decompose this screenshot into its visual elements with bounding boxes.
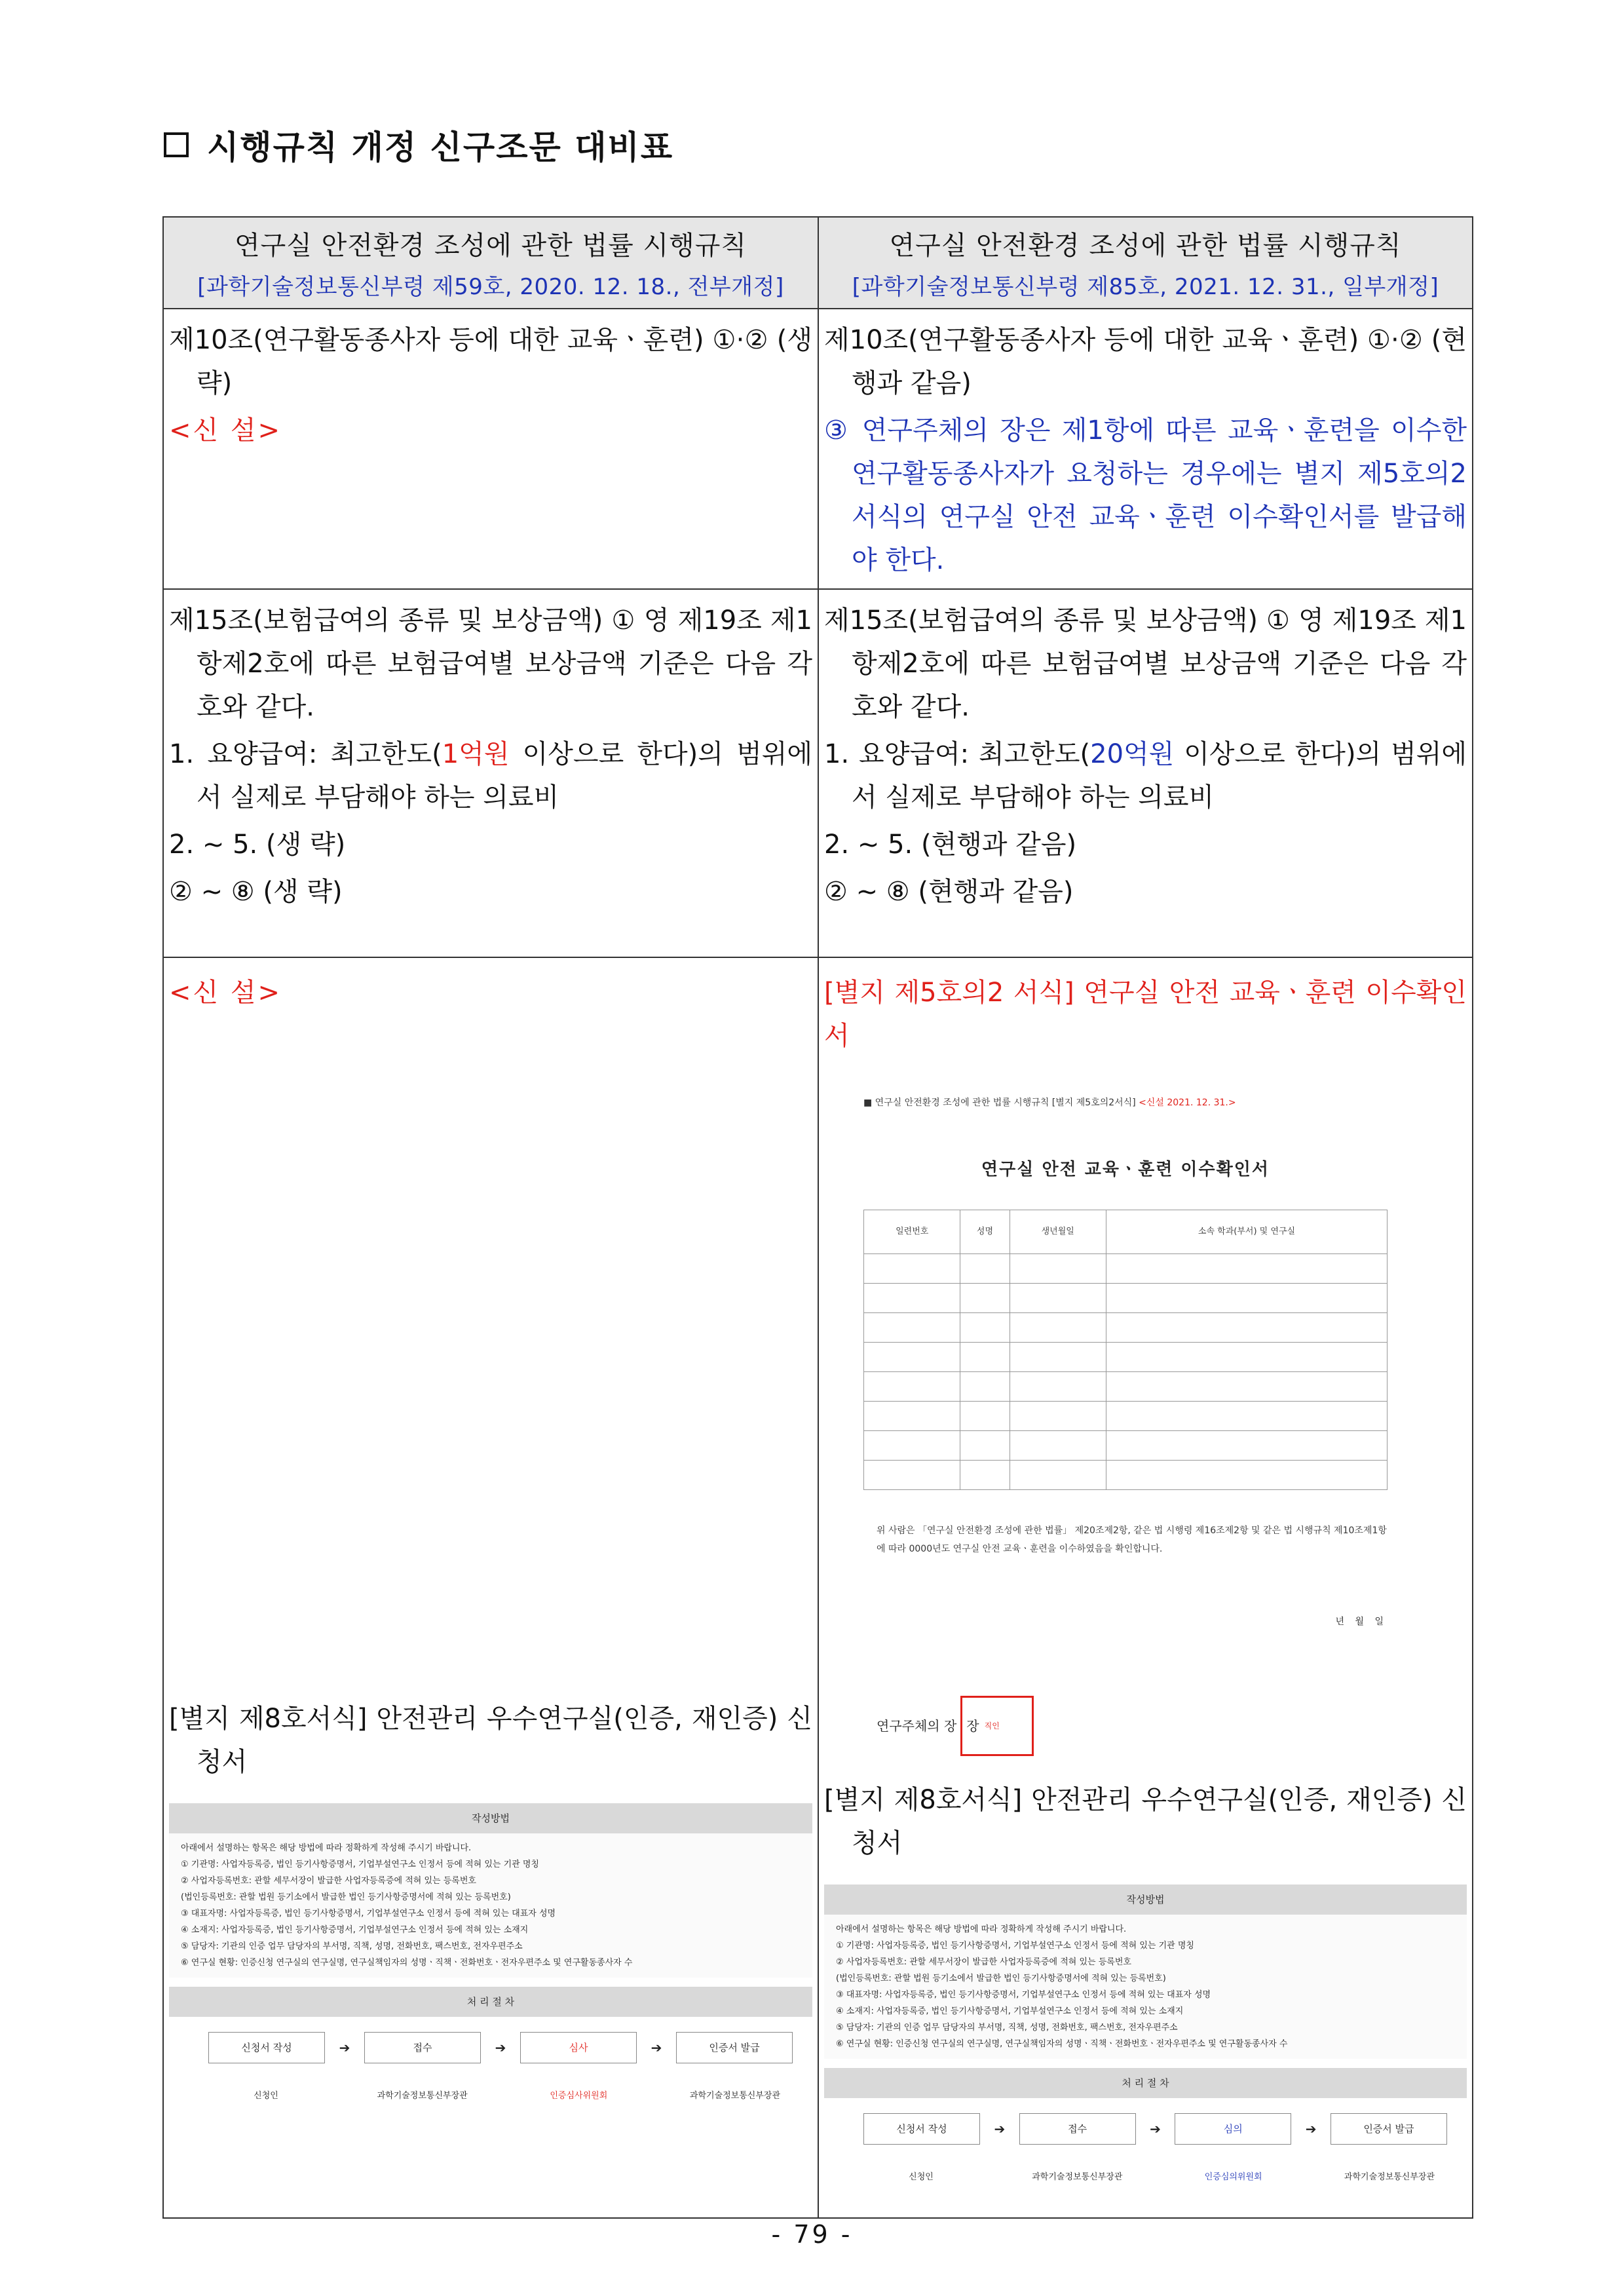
form5-2-title: [별지 제5호의2 서식] 연구실 안전 교육ㆍ훈련 이수확인서 xyxy=(824,978,1467,1051)
method-bar: 작성방법 xyxy=(169,1803,812,1833)
method-line: ④ 소재지: 사업자등록증, 법인 등기사항증명서, 기업부설연구소 인정서 등에 적혀 있는 소재지 xyxy=(181,1925,529,1935)
header-old-title: 연구실 안전환경 조성에 관한 법률 시행규칙 xyxy=(234,231,747,261)
process-label: 인증심의위원회 xyxy=(1204,2172,1262,2182)
process-step: 접수 xyxy=(1019,2113,1136,2145)
process-label: 과학기술정보통신부장관 xyxy=(1032,2172,1123,2182)
arrow-right-icon: ➔ xyxy=(1305,2121,1317,2137)
process-step: 인증서 발급 xyxy=(1331,2113,1447,2145)
method-line: ② 사업자등록번호: 관할 세무서장이 발급한 사업자등록증에 적혀 있는 등록번호 xyxy=(181,1876,476,1886)
method-line: 아래에서 설명하는 항목은 해당 방법에 따라 정확하게 작성해 주시기 바랍니다. xyxy=(181,1843,472,1853)
article15-new-items2to5: 2. ~ 5. (현행과 같음) xyxy=(824,830,1077,860)
method-line: (법인등록번호: 관할 법원 등기소에서 발급한 법인 등기사항증명서에 적혀 있는 등록번호) xyxy=(836,1974,1166,1983)
certificate-col: 일련번호 xyxy=(864,1210,960,1254)
checkbox-square-icon xyxy=(164,132,189,157)
method-image-new xyxy=(824,1885,1467,2207)
process-label: 과학기술정보통신부장관 xyxy=(689,2091,781,2101)
certificate-signature xyxy=(877,1696,1388,1756)
table-row xyxy=(163,957,1473,2218)
method-text xyxy=(824,1915,1467,2059)
process-labels xyxy=(169,2069,812,2126)
process-step: 접수 xyxy=(364,2032,481,2063)
item1-suffix: 이상으로 한다)의 범위에서 실제로 부담해야 하는 의료비 xyxy=(852,739,1467,813)
process-label: 과학기술정보통신부장관 xyxy=(1344,2172,1435,2182)
table-row xyxy=(163,309,1473,589)
process-steps xyxy=(169,2017,812,2069)
method-line: ⑥ 연구실 현황: 인증신청 연구실의 연구실명, 연구실책임자의 성명ㆍ직책ㆍ전화번호ㆍ전자우편주소 및 연구활동종사자 수 xyxy=(836,2039,1288,2049)
row3-new-cell xyxy=(818,957,1473,2218)
certificate-col: 소속 학과(부서) 및 연구실 xyxy=(1106,1210,1387,1254)
method-line: 아래에서 설명하는 항목은 해당 방법에 따라 정확하게 작성해 주시기 바랍니다. xyxy=(836,1924,1127,1934)
article15-old-clauses: ② ~ ⑧ (생 략) xyxy=(169,877,343,907)
form8-title-new: [별지 제8호서식] 안전관리 우수연구실(인증, 재인증) 신청서 xyxy=(824,1785,1467,1858)
header-new-subtitle: [과학기술정보통신부령 제85호, 2021. 12. 31., 일부개정] xyxy=(852,274,1439,300)
method-line: ③ 대표자명: 사업자등록증, 법인 등기사항증명서, 기업부설연구소 인정서 등에 적혀 있는 대표자 성명 xyxy=(836,1990,1211,2000)
certificate-col: 생년월일 xyxy=(1010,1210,1106,1254)
arrow-right-icon: ➔ xyxy=(1150,2121,1161,2137)
article10-new-clause3: ③ 연구주체의 장은 제1항에 따른 교육ㆍ훈련을 이수한 연구활동종사자가 요청하는 경우에는 별지 제5호의2서식의 연구실 안전 교육ㆍ훈련 이수확인서를 발급해야 한다. xyxy=(824,415,1467,575)
article15-new-clauses: ② ~ ⑧ (현행과 같음) xyxy=(824,877,1074,907)
process-labels xyxy=(824,2151,1467,2207)
process-bar: 처 리 절 차 xyxy=(824,2068,1467,2098)
method-line: ④ 소재지: 사업자등록증, 법인 등기사항증명서, 기업부설연구소 인정서 등에 적혀 있는 소재지 xyxy=(836,2006,1184,2016)
table-row xyxy=(163,589,1473,957)
form8-title-old: [별지 제8호서식] 안전관리 우수연구실(인증, 재인증) 신청서 xyxy=(169,1704,812,1777)
article15-new-item1 xyxy=(824,733,1467,819)
certificate-header-new: <신설 2021. 12. 31.> xyxy=(1139,1098,1236,1108)
process-steps xyxy=(824,2098,1467,2151)
page-title xyxy=(164,121,673,168)
row2-new-cell xyxy=(818,589,1473,957)
process-label: 과학기술정보통신부장관 xyxy=(377,2091,468,2101)
method-line: ① 기관명: 사업자등록증, 법인 등기사항증명서, 기업부설연구소 인정서 등에 적혀 있는 기관 명칭 xyxy=(181,1860,539,1869)
process-step: 심사 xyxy=(520,2032,637,2063)
arrow-right-icon: ➔ xyxy=(339,2040,350,2056)
table-header-row xyxy=(163,217,1473,309)
method-line: ③ 대표자명: 사업자등록증, 법인 등기사항증명서, 기업부설연구소 인정서 등에 적혀 있는 대표자 성명 xyxy=(181,1909,556,1919)
header-new-title: 연구실 안전환경 조성에 관한 법률 시행규칙 xyxy=(889,231,1402,261)
arrow-right-icon: ➔ xyxy=(495,2040,506,2056)
process-step: 심의 xyxy=(1175,2113,1291,2145)
row1-new-cell xyxy=(818,309,1473,589)
article15-new-text: 제15조(보험급여의 종류 및 보상금액) ① 영 제19조 제1항제2호에 따른 보험급여별 보상금액 기준은 다음 각 호와 같다. xyxy=(824,605,1467,722)
method-text xyxy=(169,1833,812,1978)
certificate-col: 성명 xyxy=(960,1210,1010,1254)
certificate-date: 년 월 일 xyxy=(1335,1617,1388,1627)
article15-old-item1 xyxy=(169,733,812,819)
process-label: 신청인 xyxy=(254,2091,278,2101)
process-step: 인증서 발급 xyxy=(676,2032,793,2063)
certificate-title: 연구실 안전 교육ㆍ훈련 이수확인서 xyxy=(981,1160,1270,1179)
method-line: ⑤ 담당자: 기관의 인증 업무 담당자의 부서명, 직책, 성명, 전화번호, 팩스번호, 전자우편주소 xyxy=(836,2023,1178,2033)
arrow-right-icon: ➔ xyxy=(994,2121,1006,2137)
article10-old-text: 제10조(연구활동종사자 등에 대한 교육ㆍ훈련) ①·② (생 략) xyxy=(169,325,812,398)
page-title-text: 시행규칙 개정 신구조문 대비표 xyxy=(207,128,674,166)
arrow-right-icon: ➔ xyxy=(651,2040,662,2056)
method-bar: 작성방법 xyxy=(824,1885,1467,1915)
certificate-form-image xyxy=(863,1081,1388,1756)
seal-stamp: 장 직인 xyxy=(960,1696,1034,1756)
process-step: 신청서 작성 xyxy=(863,2113,980,2145)
article15-old-text: 제15조(보험급여의 종류 및 보상금액) ① 영 제19조 제1항제2호에 따른 보험급여별 보상금액 기준은 다음 각 호와 같다. xyxy=(169,605,812,722)
header-new xyxy=(818,217,1473,309)
comparison-table xyxy=(162,216,1473,2219)
item1-prefix: 1. 요양급여: 최고한도( xyxy=(824,739,1091,769)
header-old-subtitle: [과학기술정보통신부령 제59호, 2020. 12. 18., 전부개정] xyxy=(197,274,784,300)
stamp-label: 직인 xyxy=(984,1721,1000,1731)
method-line: ① 기관명: 사업자등록증, 법인 등기사항증명서, 기업부설연구소 인정서 등에 적혀 있는 기관 명칭 xyxy=(836,1941,1194,1951)
method-image-old xyxy=(169,1803,812,2126)
row1-old-cell xyxy=(163,309,818,589)
method-line: ⑥ 연구실 현황: 인증신청 연구실의 연구실명, 연구실책임자의 성명ㆍ직책ㆍ전화번호ㆍ전자우편주소 및 연구활동종사자 수 xyxy=(181,1958,633,1968)
method-line: (법인등록번호: 관할 법원 등기소에서 발급한 법인 등기사항증명서에 적혀 있는 등록번호) xyxy=(181,1892,511,1902)
process-bar: 처 리 절 차 xyxy=(169,1987,812,2017)
certificate-header-text: ■ 연구실 안전환경 조성에 관한 법률 시행규칙 [별지 제5호의2서식] xyxy=(863,1098,1136,1108)
article15-old-items2to5: 2. ~ 5. (생 략) xyxy=(169,830,346,860)
item1-prefix: 1. 요양급여: 최고한도( xyxy=(169,739,442,769)
new-insertion-marker: <신 설> xyxy=(169,415,282,446)
method-line: ② 사업자등록번호: 관할 세무서장이 발급한 사업자등록증에 적혀 있는 등록번호 xyxy=(836,1957,1131,1967)
new-insertion-marker: <신 설> xyxy=(169,978,282,1008)
certificate-table xyxy=(863,1210,1388,1490)
process-step: 신청서 작성 xyxy=(208,2032,325,2063)
article10-new-text: 제10조(연구활동종사자 등에 대한 교육ㆍ훈련) ①·② (현행과 같음) xyxy=(824,325,1467,398)
row3-old-cell xyxy=(163,957,818,2218)
header-old xyxy=(163,217,818,309)
page-number: - 79 - xyxy=(771,2220,853,2249)
process-label: 인증심사위원회 xyxy=(550,2091,608,2101)
new-limit-value: 20억원 xyxy=(1090,739,1175,769)
method-line: ⑤ 담당자: 기관의 인증 업무 담당자의 부서명, 직책, 성명, 전화번호, 팩스번호, 전자우편주소 xyxy=(181,1942,523,1951)
row2-old-cell xyxy=(163,589,818,957)
certificate-body: 위 사람은 「연구실 안전환경 조성에 관한 법률」 제20조제2항, 같은 법 시행령 제16조제2항 및 같은 법 시행규칙 제10조제1항에 따라 0000년도 연구실 안전 교육ㆍ훈련을 이수하였음을 확인합니다. xyxy=(877,1525,1387,1554)
item1-suffix: 이상으로 한다)의 범위에서 실제로 부담해야 하는 의료비 xyxy=(197,739,813,813)
old-limit-value: 1억원 xyxy=(442,739,510,769)
certificate-header xyxy=(863,1081,1388,1124)
certificate-signer: 연구주체의 장 xyxy=(877,1718,957,1734)
process-label: 신청인 xyxy=(909,2172,934,2182)
